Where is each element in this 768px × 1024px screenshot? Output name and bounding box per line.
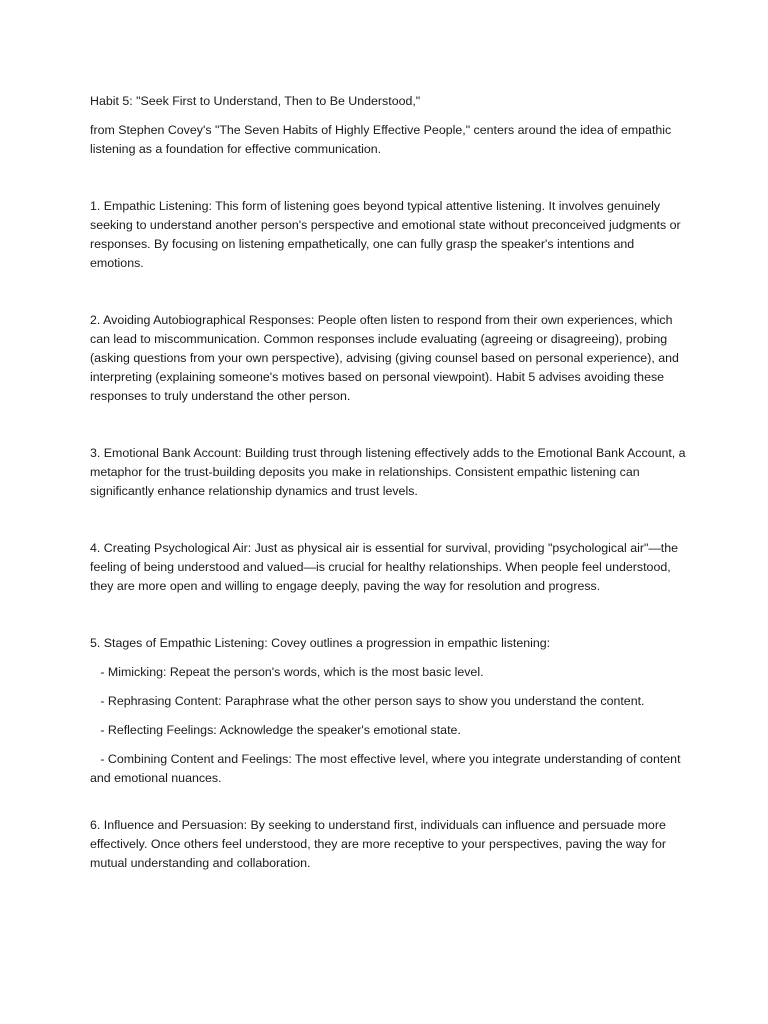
section-empathic-listening: 1. Empathic Listening: This form of listening goes beyond typical attentive listening. It involves genuinely seeking to understand another person's perspective and emotional state without preconceived judgments or responses. By focusing on listening empathetically, one can fully grasp the speaker's intentions and emotions. [90,199,681,270]
stage-item-mimicking: - Mimicking: Repeat the person's words, which is the most basic level. [90,665,484,679]
section-influence-persuasion: 6. Influence and Persuasion: By seeking to understand first, individuals can influence and persuade more effectively. Once others feel understood, they are more receptive to your perspectives, paving the way for mutual understanding and collaboration. [90,818,667,870]
stages-intro: 5. Stages of Empathic Listening: Covey outlines a progression in empathic listening: [90,636,551,650]
section-stages-of-listening [90,634,690,788]
intro-paragraph: from Stephen Covey's "The Seven Habits of Highly Effective People," centers around the idea of empathic listening as a foundation for effective communication. [90,123,672,156]
stage-item-combining: - Combining Content and Feelings: The most effective level, where you integrate understanding of content and emotional nuances. [90,752,684,785]
stage-item-reflecting: - Reflecting Feelings: Acknowledge the speaker's emotional state. [90,723,461,737]
section-autobiographical-responses: 2. Avoiding Autobiographical Responses: People often listen to respond from their own experiences, which can lead to miscommunication. Common responses include evaluating (agreeing or disagreeing), probing (asking questions from your own perspective), advising (giving counsel based on personal experience), and interpreting (explaining someone's motives based on personal viewpoint). Habit 5 advises avoiding these responses to truly understand the other person. [90,313,679,403]
document-title: Habit 5: "Seek First to Understand, Then to Be Understood," [90,94,421,108]
stage-item-rephrasing: - Rephrasing Content: Paraphrase what the other person says to show you understand the content. [90,694,645,708]
document-body [90,92,690,911]
section-emotional-bank-account: 3. Emotional Bank Account: Building trust through listening effectively adds to the Emotional Bank Account, a metaphor for the trust-building deposits you make in relationships. Consistent empathic listening can significantly enhance relationship dynamics and trust levels. [90,446,686,498]
section-psychological-air: 4. Creating Psychological Air: Just as physical air is essential for survival, providing "psychological air"—the feeling of being understood and valued—is crucial for healthy relationships. When people feel understood, they are more open and willing to engage deeply, paving the way for resolution and progress. [90,541,678,593]
